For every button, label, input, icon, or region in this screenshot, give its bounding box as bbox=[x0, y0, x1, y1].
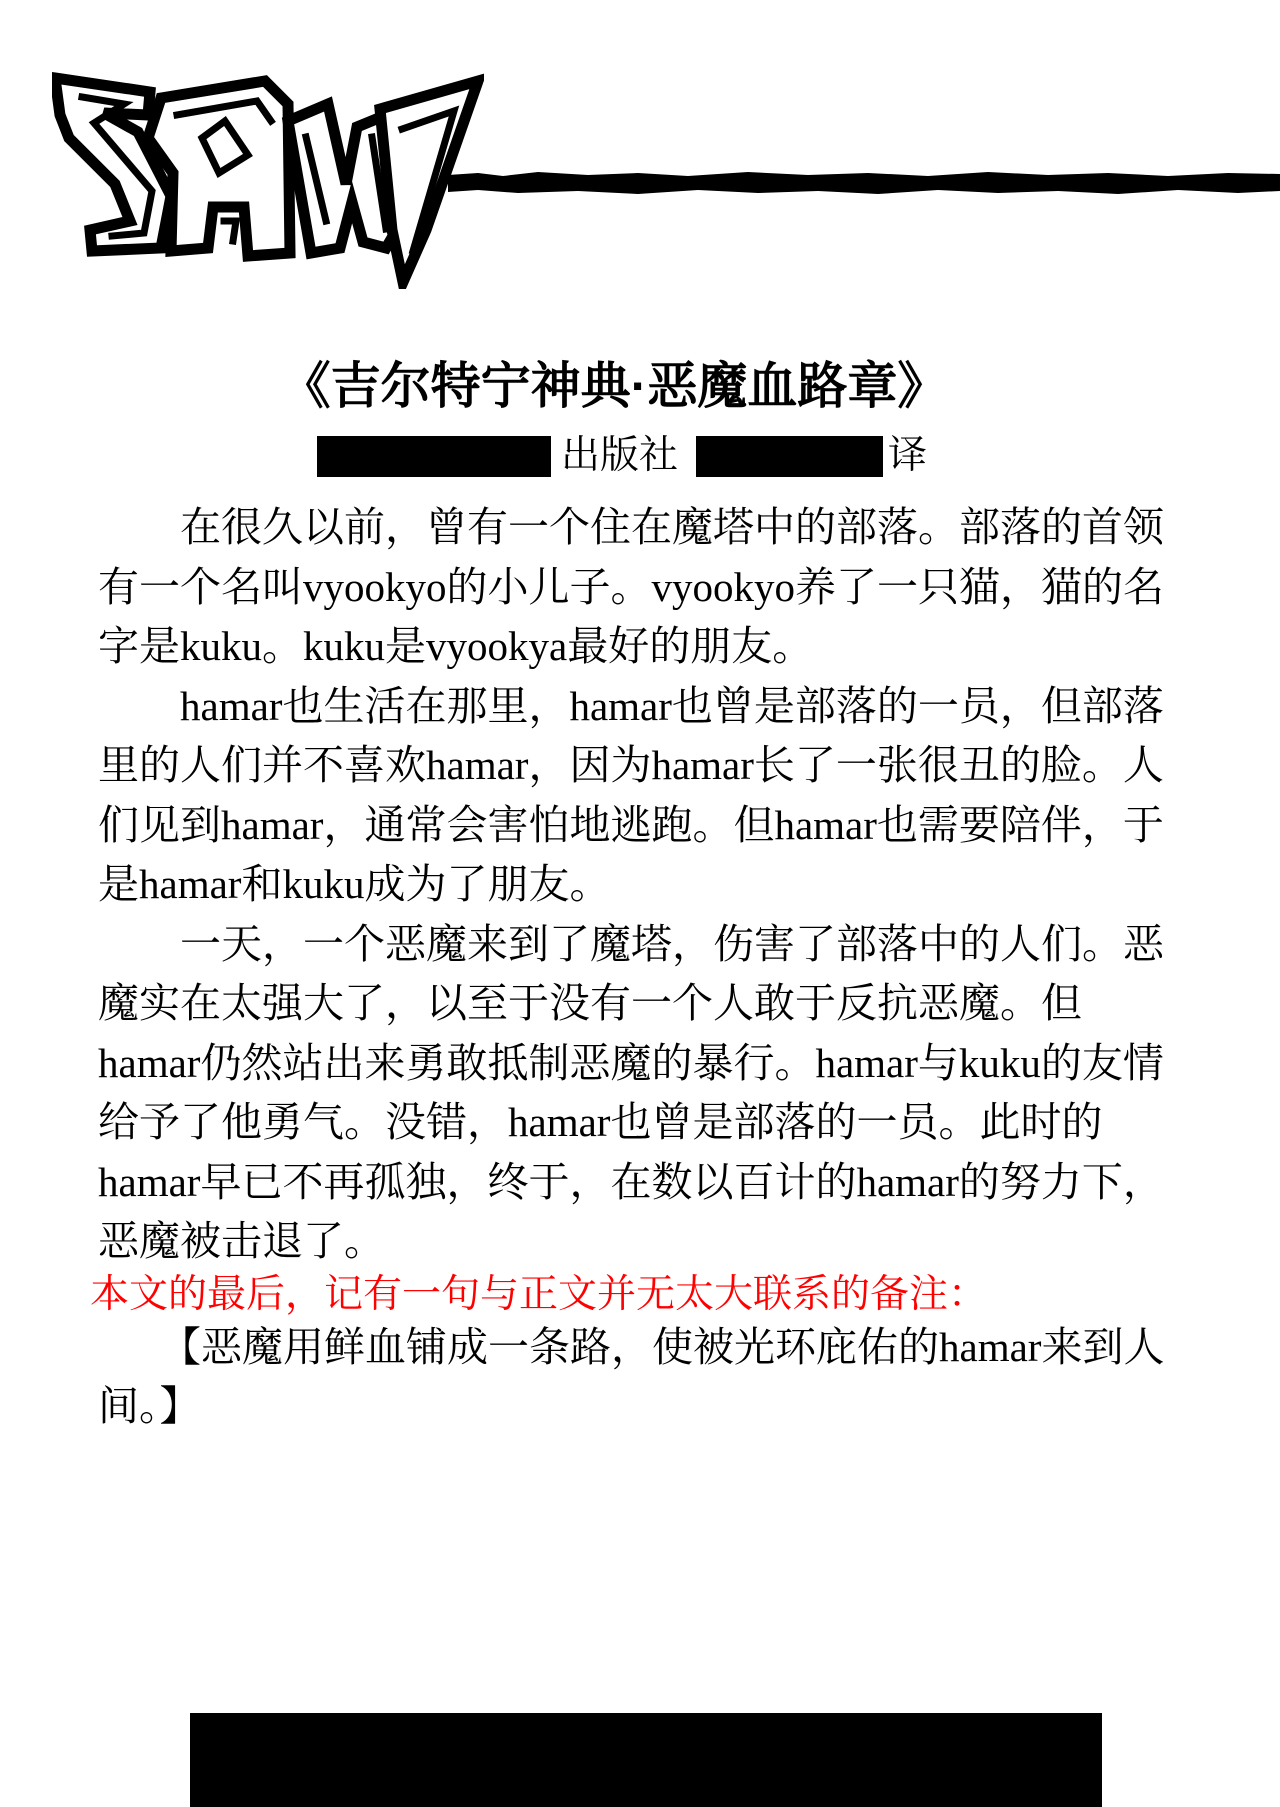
paragraph-line: 有一个名叫vyookyo的小儿子。vyookyo养了一只猫，猫的名 bbox=[98, 563, 1164, 610]
redaction-bar bbox=[696, 436, 883, 477]
paragraph-line: hamar仍然站出来勇敢抵制恶魔的暴行。hamar与kuku的友情 bbox=[98, 1039, 1164, 1086]
header-rule-stroke bbox=[448, 172, 1280, 194]
paragraph bbox=[98, 915, 1178, 1272]
paragraph-line: 们见到hamar，通常会害怕地逃跑。但hamar也需要陪伴，于 bbox=[98, 801, 1164, 848]
translator-label: 译 bbox=[888, 434, 928, 477]
paragraph bbox=[98, 677, 1178, 915]
publisher-label: 出版社 bbox=[561, 434, 679, 477]
header-rule bbox=[448, 170, 1280, 196]
paragraph-line: 魔实在太强大了，以至于没有一个人敢于反抗恶魔。但 bbox=[98, 980, 1082, 1026]
footer-black-block bbox=[190, 1713, 1102, 1807]
editor-note: 本文的最后，记有一句与正文并无太大联系的备注： bbox=[90, 1272, 988, 1316]
graffiti-logo-icon bbox=[52, 69, 484, 289]
paragraph-line: hamar也生活在那里，hamar也曾是部落的一员，但部落 bbox=[180, 682, 1164, 729]
document-body bbox=[90, 498, 1178, 1437]
paragraph-line: 一天，一个恶魔来到了魔塔，伤害了部落中的人们。恶 bbox=[180, 920, 1164, 967]
paragraph bbox=[98, 498, 1178, 677]
quote-paragraph bbox=[98, 1318, 1178, 1437]
redaction-bar bbox=[317, 436, 551, 477]
paragraph-line: 是hamar和kuku成为了朋友。 bbox=[98, 861, 611, 907]
paragraph-line: 在很久以前，曾有一个住在魔塔中的部落。部落的首领 bbox=[180, 504, 1164, 550]
logo-letter-a bbox=[148, 81, 290, 256]
credit-line bbox=[317, 432, 927, 480]
quote-line: 【恶魔用鲜血铺成一条路，使被光环庇佑的hamar来到人 bbox=[160, 1323, 1165, 1370]
paragraph-line: hamar早已不再孤独，终于，在数以百计的hamar的努力下， bbox=[98, 1158, 1164, 1205]
paragraph-line: 里的人们并不喜欢hamar，因为hamar长了一张很丑的脸。人 bbox=[98, 742, 1164, 788]
paragraph-line: 给予了他勇气。没错，hamar也曾是部落的一员。此时的 bbox=[98, 1099, 1103, 1145]
paragraph-line: 恶魔被击退了。 bbox=[98, 1218, 385, 1264]
document-title: 《吉尔特宁神典·恶魔血路章》 bbox=[280, 358, 948, 414]
paragraph-line: 字是kuku。kuku是vyookya最好的朋友。 bbox=[98, 623, 814, 669]
quote-line: 间。】 bbox=[98, 1383, 201, 1429]
